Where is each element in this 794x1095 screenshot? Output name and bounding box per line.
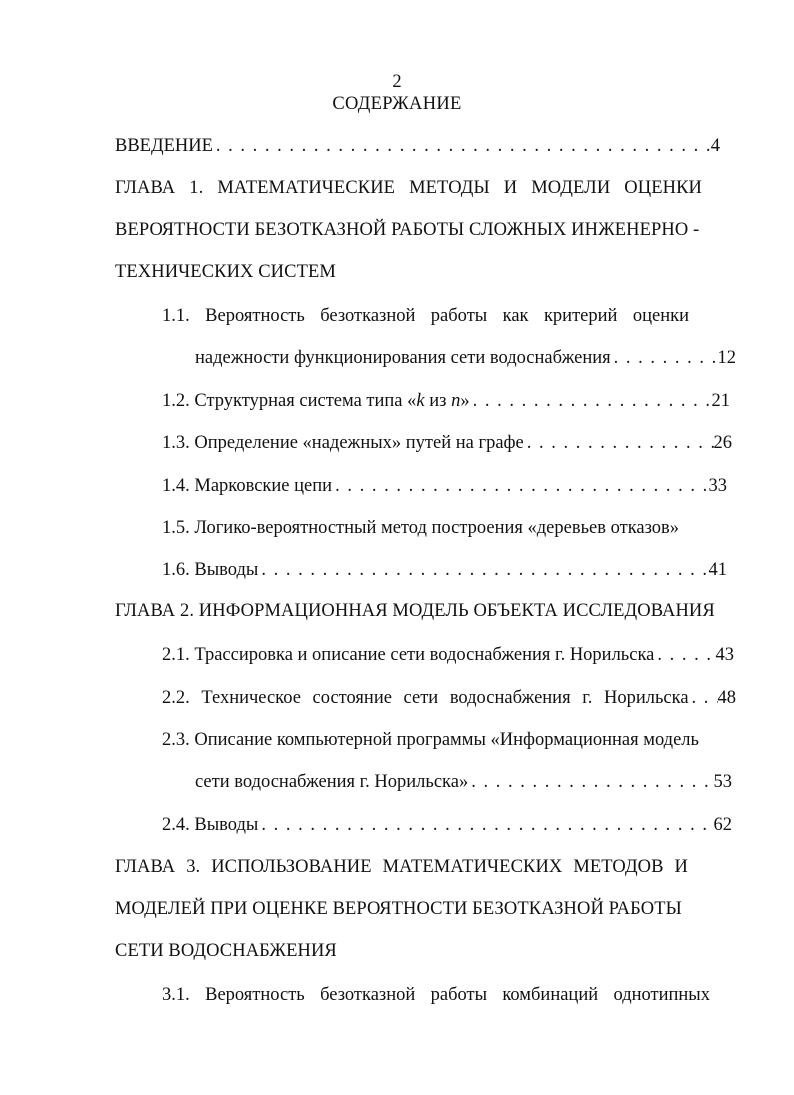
chapter-3-heading-line-2[interactable]: МОДЕЛЕЙ ПРИ ОЦЕНКЕ ВЕРОЯТНОСТИ БЕЗОТКАЗНОЙ РАБОТЫ (115, 899, 682, 919)
dot-leader (468, 770, 713, 794)
toc-entry-variable-k: k (416, 391, 425, 411)
toc-page-number: 21 (711, 391, 730, 411)
chapter-1-heading-line-3[interactable]: ТЕХНИЧЕСКИХ СИСТЕМ (115, 262, 336, 282)
toc-entry-text: 1.3. Определение «надежных» путей на графе (162, 433, 524, 453)
toc-entry-variable-n: n (451, 391, 461, 411)
toc-entry-text: ВВЕДЕНИЕ (115, 136, 213, 156)
toc-page-number: 33 (708, 476, 727, 496)
toc-entry-intro[interactable] (115, 134, 720, 158)
toc-page-number: 41 (708, 560, 727, 580)
dot-leader (332, 474, 708, 498)
toc-page-number: 26 (713, 433, 732, 453)
toc-entry-1-1-line-1[interactable]: 1.1. Вероятность безотказной работы как критерий оценки (162, 306, 689, 326)
toc-entry-text-part: » (460, 391, 470, 411)
dot-leader (611, 346, 718, 370)
dot-leader (524, 431, 714, 455)
toc-entry-text-part: из (424, 391, 452, 411)
toc-entry-2-1[interactable] (162, 643, 734, 667)
chapter-3-heading-line-1[interactable]: ГЛАВА 3. ИСПОЛЬЗОВАНИЕ МАТЕМАТИЧЕСКИХ МЕТОДОВ И (115, 857, 688, 877)
toc-entry-2-2[interactable] (162, 686, 736, 710)
chapter-3-heading-line-3[interactable]: СЕТИ ВОДОСНАБЖЕНИЯ (115, 941, 337, 961)
chapter-1-heading-line-1[interactable]: ГЛАВА 1. МАТЕМАТИЧЕСКИЕ МЕТОДЫ И МОДЕЛИ ОЦЕНКИ (115, 178, 702, 198)
toc-entry-text: 1.4. Марковские цепи (162, 476, 333, 496)
toc-entry-1-4[interactable] (162, 474, 727, 498)
toc-entry-text: сети водоснабжения г. Норильска» (195, 772, 469, 792)
toc-entry-3-1-line-1[interactable]: 3.1. Вероятность безотказной работы комбинаций однотипных (162, 985, 710, 1005)
dot-leader (654, 643, 715, 667)
toc-entry-text: 1.6. Выводы (162, 560, 259, 580)
chapter-2-heading[interactable]: ГЛАВА 2. ИНФОРМАЦИОННАЯ МОДЕЛЬ ОБЪЕКТА ИССЛЕДОВАНИЯ (115, 601, 715, 621)
page-title: СОДЕРЖАНИЕ (332, 94, 462, 114)
toc-page-number: 48 (717, 688, 736, 708)
toc-entry-text: надежности функционирования сети водоснабжения (195, 348, 611, 368)
toc-entry-text-part: 1.2. Структурная система типа « (162, 391, 417, 411)
toc-entry-2-3-line-2[interactable] (195, 770, 732, 794)
dot-leader (258, 813, 713, 837)
toc-entry-text: 2.4. Выводы (162, 815, 259, 835)
toc-page-number: 53 (713, 772, 732, 792)
toc-entry-1-2[interactable] (162, 389, 730, 413)
toc-entry-1-6[interactable] (162, 558, 727, 582)
dot-leader (258, 558, 708, 582)
dot-leader (470, 389, 712, 413)
toc-entry-text (162, 389, 470, 413)
toc-page-number: 12 (717, 348, 736, 368)
toc-entry-1-5[interactable]: 1.5. Логико-вероятностный метод построения «деревьев отказов» (162, 518, 680, 538)
toc-entry-1-1-line-2[interactable] (195, 346, 736, 370)
dot-leader (689, 686, 718, 710)
toc-page-number: 43 (715, 645, 734, 665)
toc-page-number: 62 (713, 815, 732, 835)
page-number: 2 (392, 72, 402, 92)
toc-entry-text: 2.2. Техническое состояние сети водоснабжения г. Норильска (162, 688, 689, 708)
toc-entry-2-4[interactable] (162, 813, 732, 837)
toc-entry-1-3[interactable] (162, 431, 732, 455)
toc-entry-2-3-line-1[interactable]: 2.3. Описание компьютерной программы «Информационная модель (162, 730, 699, 750)
toc-entry-text: 2.1. Трассировка и описание сети водоснабжения г. Норильска (162, 645, 655, 665)
chapter-1-heading-line-2[interactable]: ВЕРОЯТНОСТИ БЕЗОТКАЗНОЙ РАБОТЫ СЛОЖНЫХ ИНЖЕНЕРНО - (115, 220, 700, 240)
dot-leader (213, 134, 711, 158)
toc-page-number: 4 (710, 136, 720, 156)
